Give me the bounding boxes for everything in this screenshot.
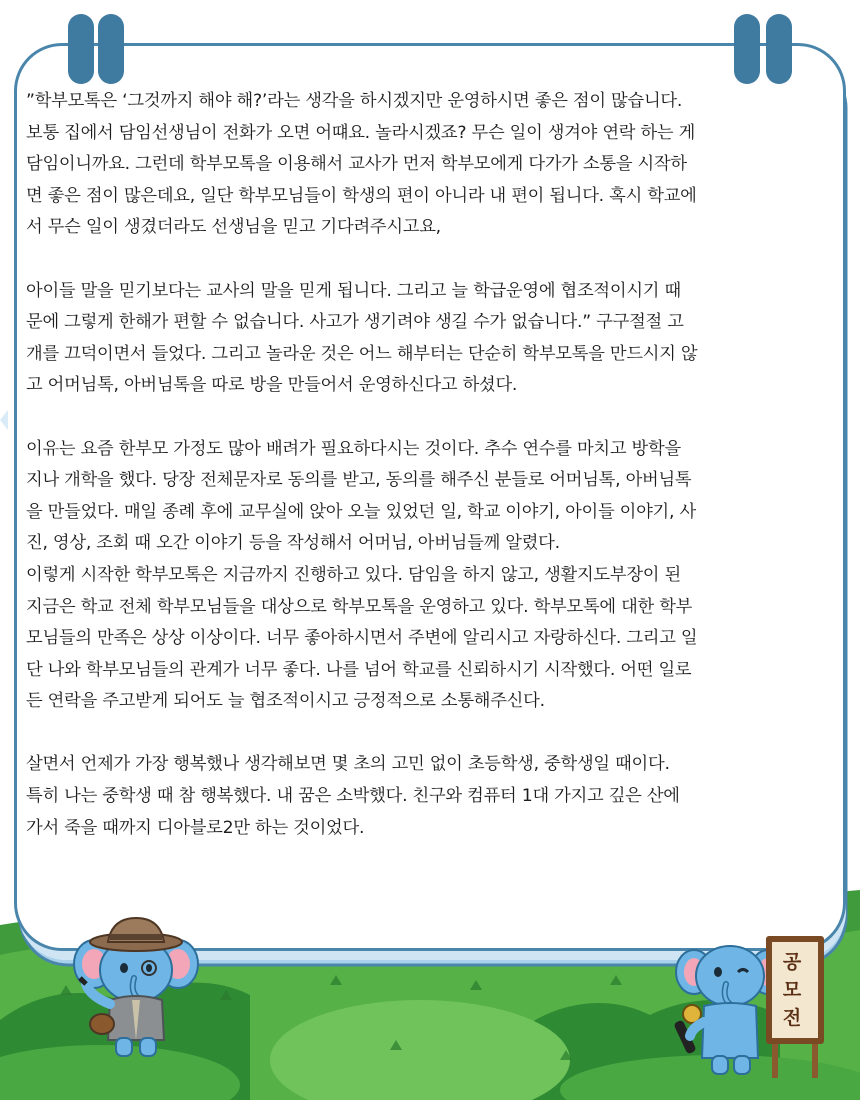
paragraph-5: 살면서 언제가 가장 행복했나 생각해보면 몇 초의 고민 없이 초등학생, 중학생일 때이다. 특히 나는 중학생 때 참 행복했다. 내 꿈은 소박했다. 친구와 컴퓨터 1대 가지고 깊은 산에 가서 죽을 때까지 디아블로2만 하는 것이었다. bbox=[26, 754, 680, 838]
article-body bbox=[26, 86, 836, 844]
binder-ring-left-2 bbox=[98, 14, 124, 84]
sign-char-3: 전 bbox=[782, 1007, 802, 1029]
binder-ring-right-1 bbox=[734, 14, 760, 84]
paragraph-gap bbox=[26, 718, 836, 750]
binder-ring-right-2 bbox=[766, 14, 792, 84]
paragraph-gap bbox=[26, 244, 836, 276]
paragraph-1: ”학부모톡은 ‘그것까지 해야 해?’라는 생각을 하시겠지만 운영하시면 좋은 점이 많습니다. 보통 집에서 담임선생님이 전화가 오면 어떄요. 놀라시겠죠? 무슨 일이 생겨야 연락 하는 게 담임이니까요. 그런데 학부모톡을 이용해서 교사가 먼저 학부모에게 다가가 소통을 시작하 면 좋은 점이 많은데요, 일단 학부모님들이 학생의 편이 아니라 내 편이 됩니다. 혹시 학교에 서 무슨 일이 생겼더라도 선생님을 믿고 기다려주시고요, bbox=[26, 91, 697, 238]
paragraph-4: 이렇게 시작한 학부모톡은 지금까지 진행하고 있다. 담임을 하지 않고, 생활지도부장이 된 지금은 학교 전체 학부모님들을 대상으로 학부모톡을 운영하고 있다. 학부모톡에 대한 학부 모님들의 만족은 상상 이상이다. 너무 좋아하시면서 주변에 알리시고 자랑하신다. 그리고 일 단 나와 학부모님들의 관계가 너무 좋다. 나를 넘어 학교를 신뢰하시기 시작했다. 어떤 일로 든 연락을 주고받게 되어도 늘 협조적이시고 긍정적으로 소통해주신다. bbox=[26, 564, 698, 712]
contest-sign-label bbox=[778, 948, 806, 1032]
sign-char-2: 모 bbox=[782, 979, 802, 1001]
paragraph-2: 아이들 말을 믿기보다는 교사의 말을 믿게 됩니다. 그리고 늘 학급운영에 협조적이시기 때 문에 그렇게 한해가 편할 수 없습니다. 사고가 생기려야 생길 수가 없습니다.” 구구절절 고 개를 끄덕이면서 들었다. 그리고 놀라운 것은 어느 해부터는 단순히 학부모톡을 만드시지 않 고 어머님톡, 아버님톡을 따로 방을 만들어서 운영하신다고 하셨다. bbox=[26, 280, 698, 396]
paragraph-3: 이유는 요즘 한부모 가정도 많아 배려가 필요하다시는 것이다. 추수 연수를 마치고 방학을 지나 개학을 했다. 당장 전체문자로 동의를 받고, 동의를 해주신 분들로 어머님톡, 아버님톡 을 만들었다. 매일 종례 후에 교무실에 앉아 오늘 있었던 일, 학교 이야기, 아이들 이야기, 사 진, 영상, 조회 때 오간 이야기 등을 작성해서 어머님, 아버님들께 알렸다. bbox=[26, 438, 696, 554]
explorer-elephant-icon bbox=[72, 912, 202, 1062]
sign-char-1: 공 bbox=[782, 951, 802, 973]
paragraph-gap bbox=[26, 402, 836, 434]
binder-ring-left-1 bbox=[68, 14, 94, 84]
